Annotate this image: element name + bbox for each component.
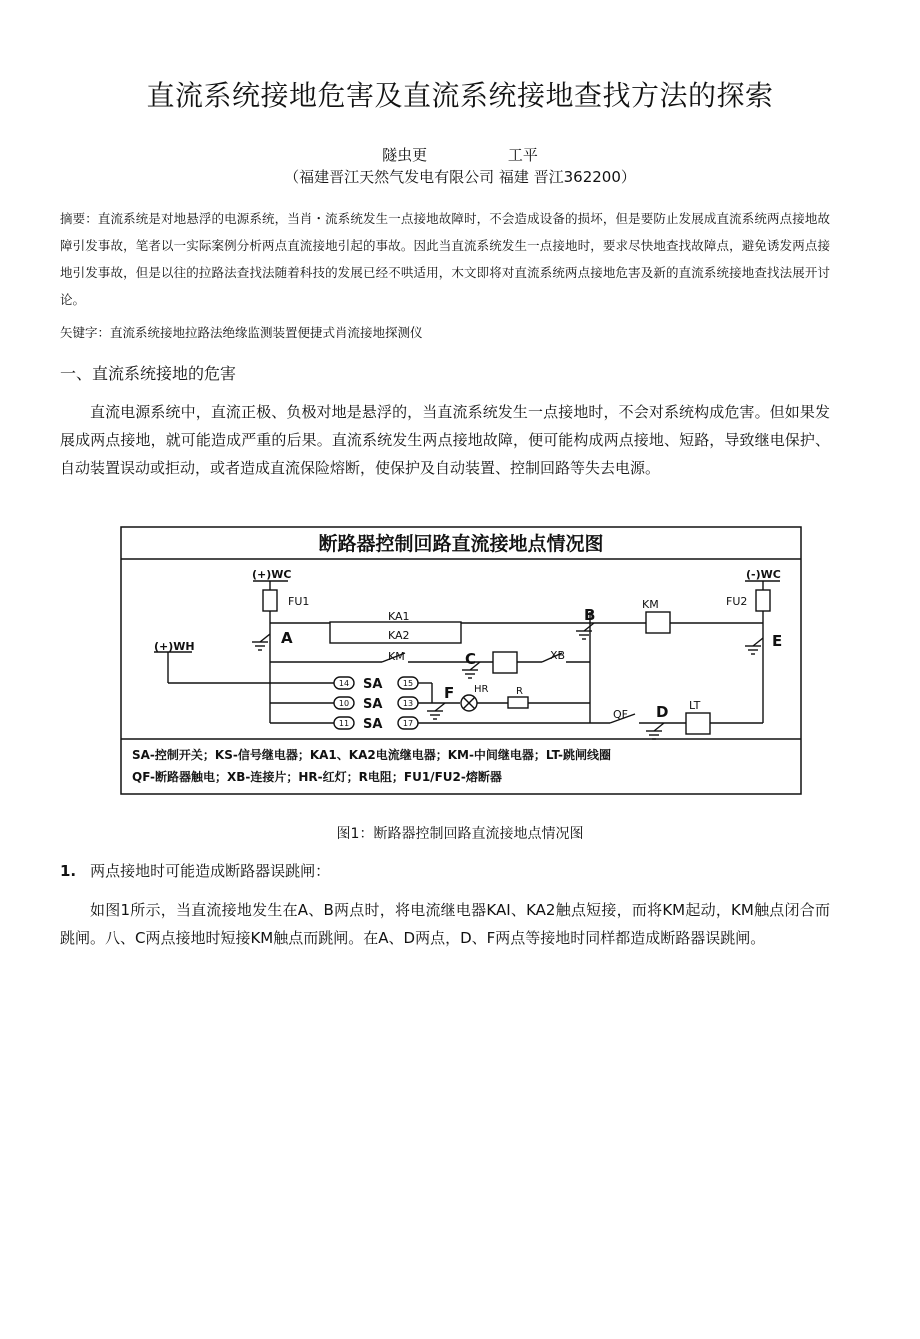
section-heading-1: 一、直流系统接地的危害 <box>60 364 237 383</box>
section-heading-2 <box>60 860 330 881</box>
keywords: 矢键字：直流系统接地拉路法绝缘监测装置便捷式肖流接地探测仪 <box>60 325 423 340</box>
label-sa: SA <box>363 697 383 712</box>
author-name: 隧虫更 <box>382 146 428 164</box>
ground-symbol-b <box>576 623 594 639</box>
ground-symbol-f <box>427 703 445 719</box>
label-neg-wc: (-)WC <box>746 568 781 581</box>
point-a: A <box>281 629 293 647</box>
terminal-15: 15 <box>402 679 414 688</box>
abstract: 摘要：直流系统是对地悬浮的电源系统，当肖・流系统发生一点接地故障时，不会造成设备的损坏，但是要防止发展成直流系统两点接地故障引发事故，笔者以一实际案例分析两点直流接地引起的事故。因此当直流系统发生一点接地时，要求尽快地查找故障点，避免诱发两点接地引发事故，但是以往的拉路法查找法随着科技的发展已经不哄适用，木文即将对直流系统两点接地危害及新的直流系统接地查找法展开讨论。 <box>60 211 830 307</box>
label-lt: LT <box>689 699 701 712</box>
label-ka2: KA2 <box>388 629 410 642</box>
circuit-figure <box>120 526 802 796</box>
point-d: D <box>656 703 669 721</box>
terminal-13: 13 <box>402 699 414 708</box>
figure-legend-line-1: SA-控制开关；KS-信号继电器；KA1、KA2电流继电器；KM-中间继电器；LT-跳闸线圈 <box>132 748 611 762</box>
label-ka1: KA1 <box>388 610 410 623</box>
ground-symbol-e <box>745 638 763 654</box>
author-line <box>0 144 920 165</box>
section-number: 1. <box>60 862 77 880</box>
section-title: 两点接地时可能造成断路器误跳闸： <box>90 862 331 880</box>
label-qf: QF <box>613 708 628 721</box>
label-wh: (+)WH <box>154 640 195 653</box>
section-2-paragraph: 如图1所示，当直流接地发生在A、B两点时，将电流继电器KAI、KA2触点短接，而将KM起动，KM触点闭合而跳闸。八、C两点接地时短接KM触点而跳闸。在A、D两点，D、F两点等接地时同样都造成断路器误跳闸。 <box>60 901 830 947</box>
ground-symbol-d <box>646 723 664 739</box>
label-fu2: FU2 <box>726 595 748 608</box>
label-r: R <box>516 686 523 697</box>
terminal-17: 17 <box>402 719 414 728</box>
circuit-diagram <box>120 526 802 796</box>
label-sa: SA <box>363 717 383 732</box>
label-km-contact: KM <box>388 650 405 663</box>
section-1-paragraph: 直流电源系统中，直流正极、负极对地是悬浮的，当直流系统发生一点接地时，不会对系统构成危害。但如果发展成两点接地，就可能造成严重的后果。直流系统发生两点接地故障，便可能构成两点接地、短路，导致继电保护、自动装置误动或拒动，或者造成直流保险熔断，使保护及自动装置、控制回路等失去电源。 <box>60 403 830 477</box>
affiliation: （福建晋江天然气发电有限公司 福建 晋江362200） <box>284 168 636 186</box>
label-sa: SA <box>363 677 383 692</box>
point-e: E <box>772 632 783 650</box>
label-km-coil: KM <box>642 598 659 611</box>
figure-caption: 图1：断路器控制回路直流接地点情况图 <box>336 826 584 842</box>
ground-symbol-a <box>252 634 270 650</box>
label-hr: HR <box>474 684 489 695</box>
label-fu1: FU1 <box>288 595 310 608</box>
point-f: F <box>444 684 455 702</box>
terminal-11: 11 <box>338 719 350 728</box>
terminal-14: 14 <box>338 679 350 688</box>
author-name: 工平 <box>507 146 538 164</box>
point-c: C <box>465 650 477 668</box>
paper-title: 直流系统接地危害及直流系统接地查找方法的探索 <box>146 79 774 112</box>
label-xb: XB <box>550 649 566 662</box>
point-b: B <box>584 606 596 624</box>
label-pos-wc: (+)WC <box>252 568 292 581</box>
figure-title: 断路器控制回路直流接地点情况图 <box>318 533 604 555</box>
terminal-10: 10 <box>338 699 350 708</box>
figure-legend-line-2: QF-断路器触电；XB-连接片；HR-红灯；R电阻；FU1/FU2-熔断器 <box>132 770 502 784</box>
